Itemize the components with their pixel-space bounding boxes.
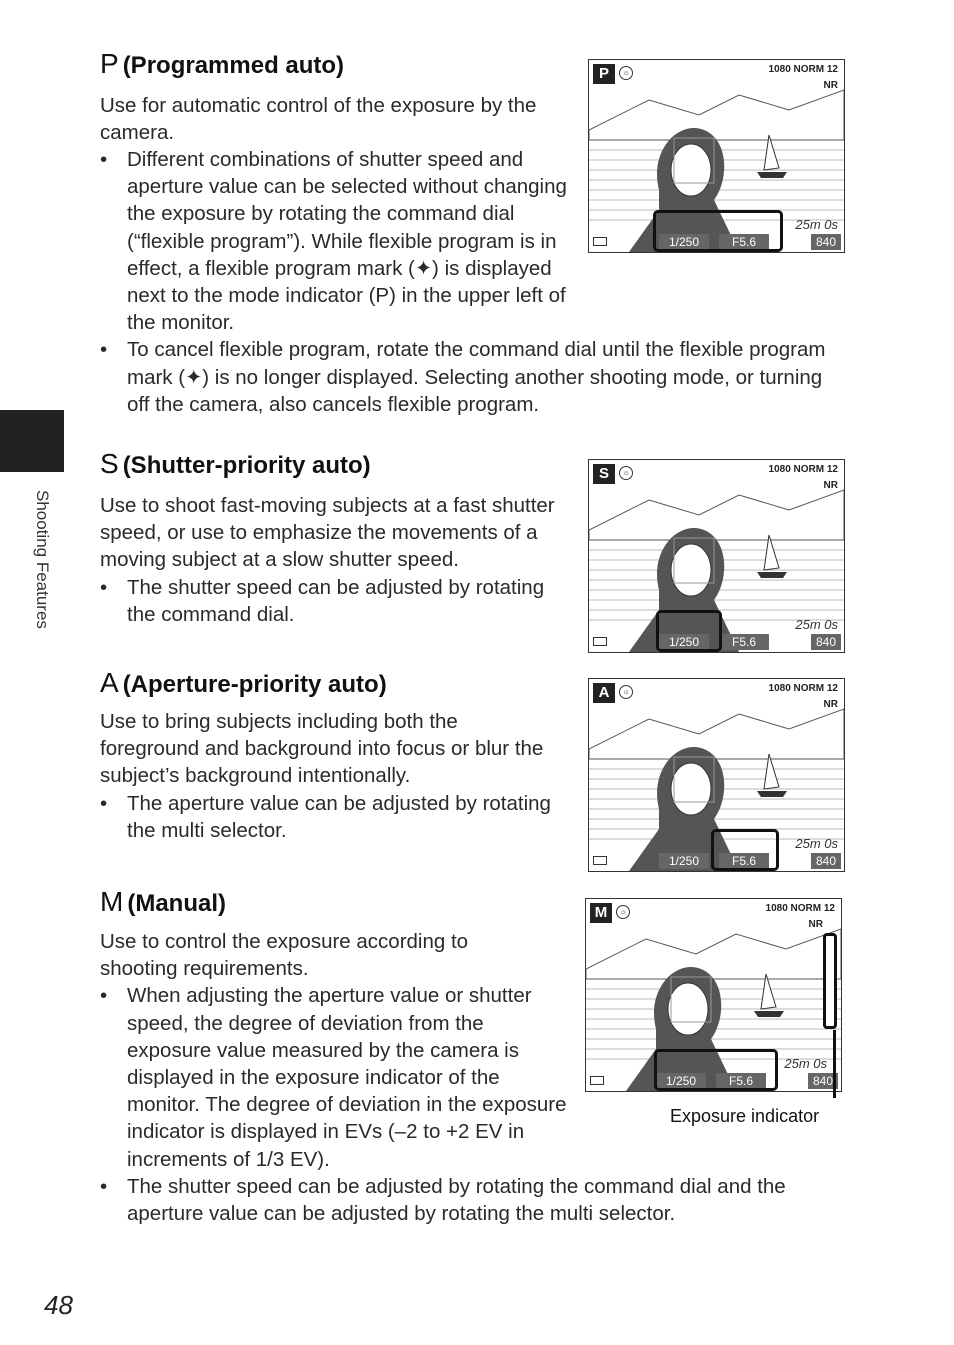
shutter-speed-readout: 1/250 bbox=[659, 853, 709, 869]
mode-indicator: P bbox=[593, 64, 615, 84]
section-m-bullet-2 bbox=[100, 1173, 850, 1227]
bullet-2: • To cancel flexible program, rotate the command dial until the flexible program mark (✦) is no longer displayed. Selecting another shooting mode, or turning off the camera, also cancels flexible program. bbox=[100, 336, 850, 418]
bullet-1: • When adjusting the aperture value or shutter speed, the degree of deviation from the exposure value measured by the camera is displayed in the exposure indicator of the monitor. The degree of deviation in the exposure indicator is displayed in EVs (–2 to +2 EV in increments of 1/3 EV). bbox=[100, 982, 570, 1172]
chapter-label: Shooting Features bbox=[33, 490, 52, 629]
section-s-body: Use to shoot fast-moving subjects at a fast shutter speed, or use to emphasize the movements of a moving subject at a slow shutter speed. • The shutter speed can be adjusted by rotating the command dial. bbox=[100, 492, 575, 628]
recording-time: 25m 0s bbox=[795, 617, 838, 632]
shutter-highlight bbox=[656, 610, 722, 652]
section-title-p: P (Programmed auto) bbox=[100, 48, 345, 79]
recording-time: 25m 0s bbox=[795, 836, 838, 851]
exposure-indicator bbox=[823, 933, 837, 1029]
section-title-m: M (Manual) bbox=[100, 886, 226, 917]
battery-icon bbox=[593, 856, 607, 865]
mode-indicator: S bbox=[593, 464, 615, 484]
section-title-a: A (Aperture-priority auto) bbox=[100, 667, 387, 698]
camera-screen-s bbox=[588, 459, 845, 653]
shutter-speed-readout: 1/250 bbox=[656, 1073, 706, 1089]
bullet-1: • The aperture value can be adjusted by rotating the multi selector. bbox=[100, 790, 575, 844]
shutter-speed-readout: 1/250 bbox=[659, 234, 709, 250]
mode-indicator: M bbox=[590, 903, 612, 923]
image-settings-icons: 1080 NORM 12 bbox=[768, 683, 838, 694]
flash-icon: ☼ bbox=[619, 685, 633, 699]
flexible-program-highlight bbox=[653, 210, 783, 252]
battery-icon bbox=[593, 637, 607, 646]
bullet-1: • The shutter speed can be adjusted by rotating the command dial. bbox=[100, 574, 575, 628]
callout-line bbox=[833, 1030, 836, 1098]
bullet-1: • Different combinations of shutter speed and aperture value can be selected without changing the exposure by rotating the command dial (“flexible program”). While flexible program is in effect, a flexible program mark (✦) is displayed next to the mode indicator (P) in the upper left of the monitor. bbox=[100, 146, 567, 336]
section-m-body: Use to control the exposure according to shooting requirements. • When adjusting the aperture value or shutter speed, the degree of deviation from the exposure value measured by the camera is displayed in the exposure indicator of the monitor. The degree of deviation in the exposure indicator is displayed in EVs (–2 to +2 EV in increments of 1/3 EV). bbox=[100, 928, 570, 1173]
shots-remaining: 840 bbox=[811, 634, 841, 650]
aperture-highlight bbox=[711, 829, 779, 871]
shutter-speed-readout: 1/250 bbox=[659, 634, 709, 650]
camera-screen-p bbox=[588, 59, 845, 253]
camera-screen-m bbox=[585, 898, 842, 1092]
shots-remaining: 840 bbox=[811, 853, 841, 869]
image-settings-icons: 1080 NORM 12 bbox=[765, 903, 835, 914]
chapter-tab bbox=[0, 410, 64, 472]
section-a-body: Use to bring subjects including both the foreground and background into focus or blur the subject’s background intentionally. • The aperture value can be adjusted by rotating the multi selector. bbox=[100, 708, 575, 844]
flash-icon: ☼ bbox=[616, 905, 630, 919]
nr-icon: NR bbox=[823, 80, 838, 91]
flash-icon: ☼ bbox=[619, 66, 633, 80]
recording-time: 25m 0s bbox=[795, 217, 838, 232]
aperture-readout: F5.6 bbox=[716, 1073, 766, 1089]
battery-icon bbox=[590, 1076, 604, 1085]
nr-icon: NR bbox=[808, 919, 823, 930]
mode-indicator: A bbox=[593, 683, 615, 703]
exposure-indicator-label: Exposure indicator bbox=[670, 1106, 820, 1126]
camera-screen-a bbox=[588, 678, 845, 872]
flash-icon: ☼ bbox=[619, 466, 633, 480]
section-title-s: S (Shutter-priority auto) bbox=[100, 448, 371, 479]
nr-icon: NR bbox=[823, 699, 838, 710]
section-p-intro: Use for automatic control of the exposure by the camera. bbox=[100, 94, 537, 145]
image-settings-icons: 1080 NORM 12 bbox=[768, 464, 838, 475]
page-number: 48 bbox=[44, 1290, 73, 1320]
recording-time: 25m 0s bbox=[784, 1056, 827, 1071]
bullet-2: • The shutter speed can be adjusted by rotating the command dial and the aperture value can be adjusted by rotating the multi selector. bbox=[100, 1173, 850, 1227]
shutter-aperture-highlight bbox=[654, 1049, 778, 1091]
battery-icon bbox=[593, 237, 607, 246]
shots-remaining: 840 bbox=[808, 1073, 838, 1089]
image-settings-icons: 1080 NORM 12 bbox=[768, 64, 838, 75]
aperture-readout: F5.6 bbox=[719, 234, 769, 250]
aperture-readout: F5.6 bbox=[719, 634, 769, 650]
shots-remaining: 840 bbox=[811, 234, 841, 250]
nr-icon: NR bbox=[823, 480, 838, 491]
aperture-readout: F5.6 bbox=[719, 853, 769, 869]
